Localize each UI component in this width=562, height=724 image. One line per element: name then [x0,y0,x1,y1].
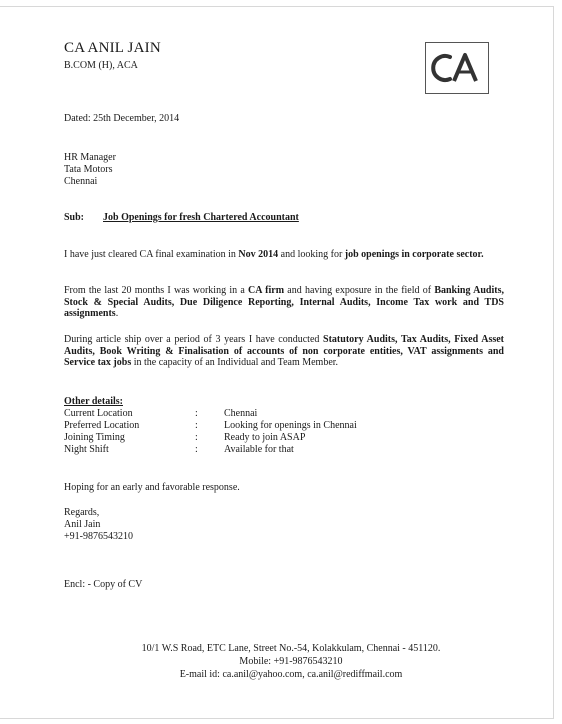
detail-colon: : [195,420,198,431]
detail-colon: : [195,408,198,419]
p1-text-d: job openings in corporate sector. [344,249,484,260]
signoff-phone: +91-9876543210 [64,531,133,542]
detail-value: Looking for openings in Chennai [224,420,357,431]
details-heading: Other details: [64,396,123,407]
footer-address: 10/1 W.S Road, ETC Lane, Street No.-54, Kolakkulam, Chennai - 451120. [141,643,441,654]
paragraph-3 [64,334,504,369]
ca-logo-mark [426,43,488,93]
p2-text-d: Banking Audits, Stock & Special Audits, Due Diligence Reporting, Internal Audits, Income Tax work and TDS assignments [64,285,504,319]
detail-value: Ready to join ASAP [224,432,306,443]
detail-value: Chennai [224,408,258,419]
paragraph-2 [64,285,504,320]
subject-label: Sub: [64,212,85,223]
letter-date: Dated: 25th December, 2014 [64,113,180,124]
closing-regards: Regards, [64,507,100,518]
p2-text-a: From the last 20 months I was working in a [64,285,249,296]
p1-text-a: I have just cleared CA final examination in [64,249,239,260]
recipient-title: HR Manager [64,152,116,163]
p1-text-c: and looking for [278,249,345,260]
sender-name: CA ANIL JAIN [64,40,161,56]
subject-text: Job Openings for fresh Chartered Accountant [103,212,299,223]
ca-logo [425,42,489,94]
p2-text-e: . [115,308,119,319]
detail-value: Available for that [224,444,294,455]
subject-line [64,212,299,224]
recipient-company: Tata Motors [64,164,113,175]
detail-label: Preferred Location [64,420,140,431]
page-border-top [0,6,553,7]
p3-text-c: in the capacity of an Individual and Team Member. [131,357,339,368]
page-border-bottom [0,718,554,719]
sender-qualifications: B.COM (H), ACA [64,60,138,71]
footer-email: E-mail id: ca.anil@yahoo.com, ca.anil@rediffmail.com [179,669,403,680]
paragraph-1 [64,249,504,261]
detail-label: Joining Timing [64,432,125,443]
detail-label: Current Location [64,408,133,419]
signoff-name: Anil Jain [64,519,101,530]
p1-text-b: Nov 2014 [238,249,279,260]
page-border-right [553,6,554,718]
closing-hope: Hoping for an early and favorable response. [64,482,240,493]
p3-text-a: During article ship over a period of 3 years I have conducted [64,334,324,345]
recipient-city: Chennai [64,176,98,187]
p2-text-b: CA firm [248,285,285,296]
detail-colon: : [195,432,198,443]
enclosure-note: Encl: - Copy of CV [64,579,143,590]
footer-mobile: Mobile: +91-9876543210 [239,656,343,667]
detail-colon: : [195,444,198,455]
p2-text-c: and having exposure in the field of [284,285,435,296]
detail-label: Night Shift [64,444,109,455]
p3-text-b: Statutory Audits, Tax Audits, Fixed Asset Audits, Book Writing & Finalisation of accounts of non corporate entities, VAT assignments and Service tax jobs [64,334,504,368]
